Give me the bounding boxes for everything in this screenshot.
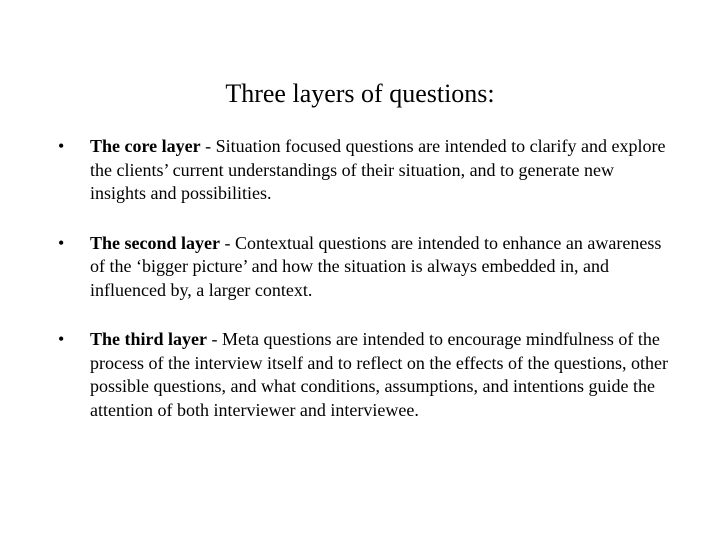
bullet-icon: • xyxy=(58,136,65,156)
bullet-icon: • xyxy=(58,232,65,253)
list-item-second-layer xyxy=(0,232,720,303)
item-separator: - xyxy=(200,136,216,156)
bullet-list xyxy=(0,135,720,448)
item-separator: - xyxy=(220,232,235,253)
list-item-core-layer xyxy=(0,135,720,206)
item-heading: The second layer xyxy=(90,232,220,253)
slide-title: Three layers of questions: xyxy=(225,79,495,108)
list-item-third-layer xyxy=(0,328,720,422)
item-text: Contextual questions are intended to enhance an awareness of the ‘bigger picture’ and how the situation is always embedded in, and influenced by, a larger context. xyxy=(90,232,662,300)
bullet-icon: • xyxy=(58,329,65,349)
item-text: Situation focused questions are intended to clarify and explore the clients’ current understandings of their situation, and to generate new insights and possibilities. xyxy=(90,136,666,203)
item-text: Meta questions are intended to encourage mindfulness of the process of the interview itself and to reflect on the effects of the questions, other possible questions, and what conditions, assumptions, and intentions guide the attention of both interviewer and interviewee. xyxy=(90,329,668,420)
item-heading: The third layer xyxy=(90,329,207,349)
item-separator: - xyxy=(207,329,222,349)
item-heading: The core layer xyxy=(90,136,201,156)
